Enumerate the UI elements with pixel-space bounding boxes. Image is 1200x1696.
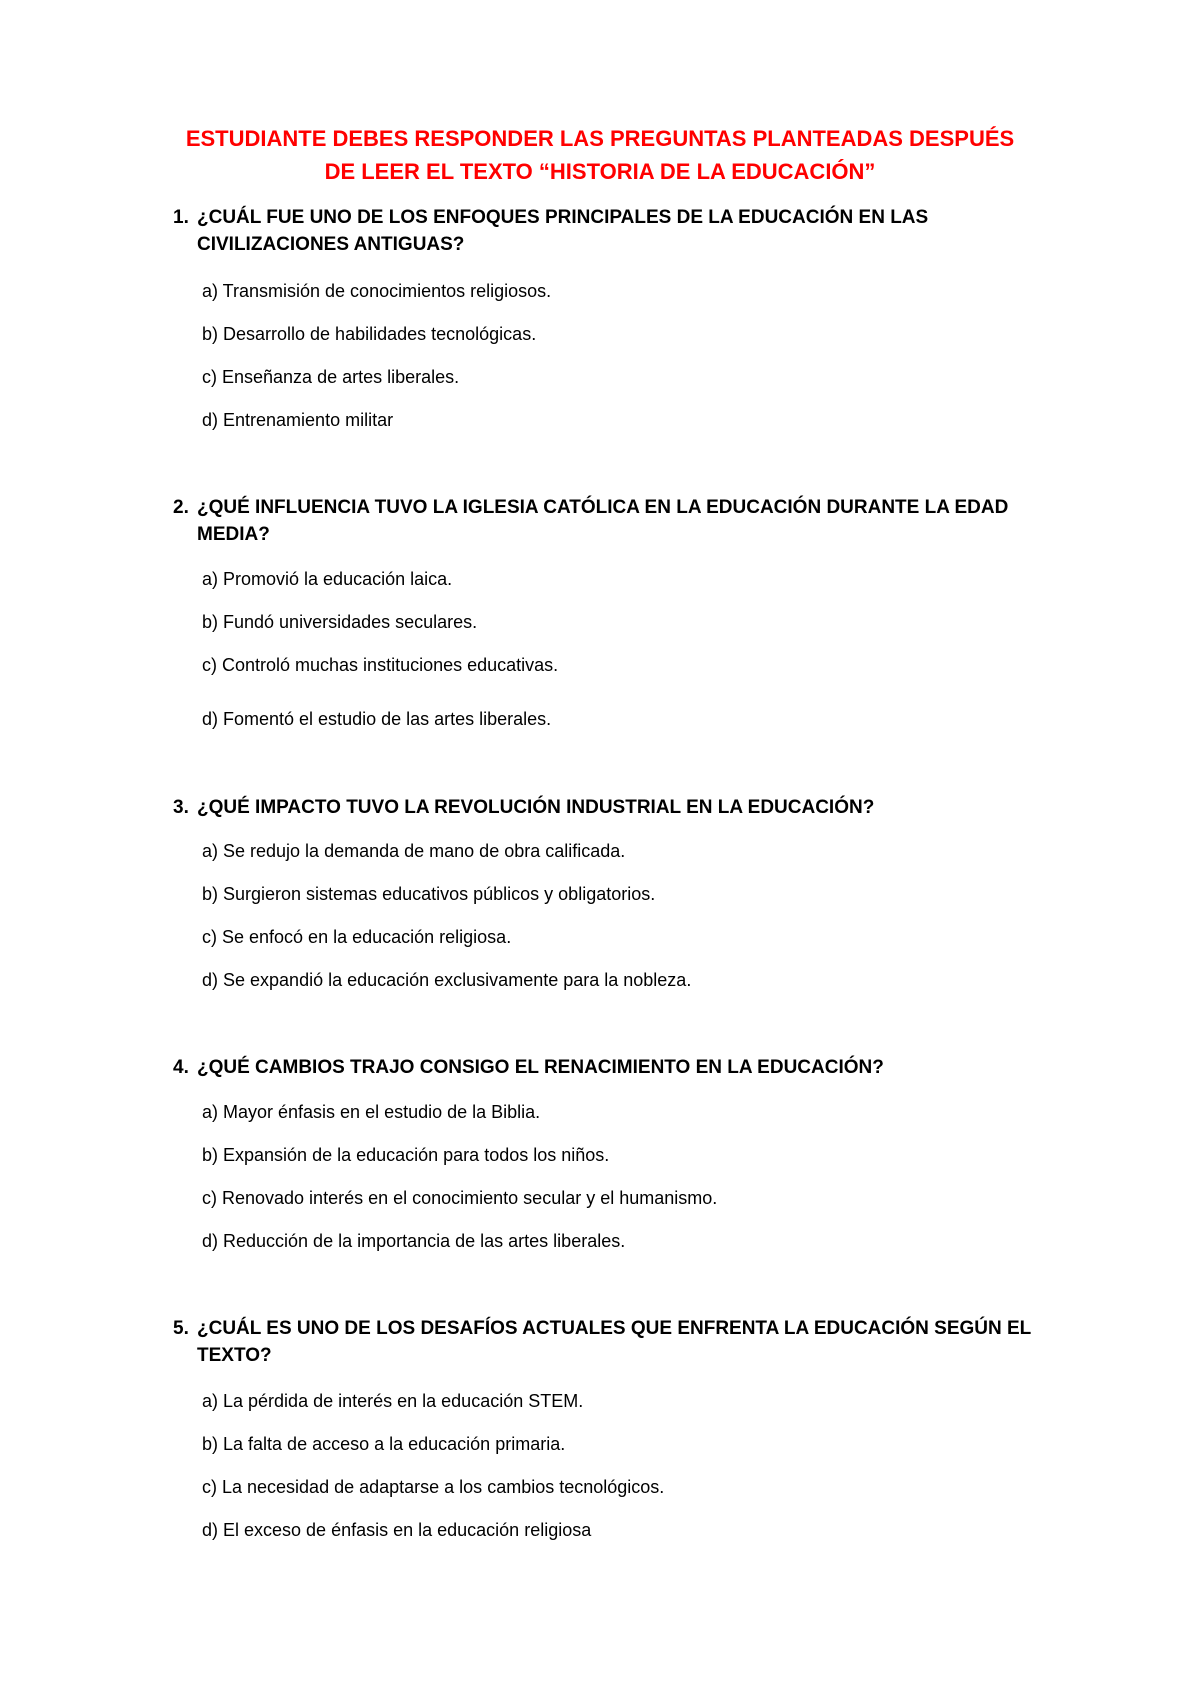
question-4 [173,1054,1073,1081]
option-2d: d) Fomentó el estudio de las artes liberales. [202,709,552,729]
option-1b: b) Desarrollo de habilidades tecnológicas. [202,324,537,344]
option-5d: d) El exceso de énfasis en la educación religiosa [202,1520,592,1540]
option-4c: c) Renovado interés en el conocimiento secular y el humanismo. [202,1188,718,1208]
option-3c: c) Se enfocó en la educación religiosa. [202,927,512,947]
option-1d: d) Entrenamiento militar [202,410,394,430]
option-5b: b) La falta de acceso a la educación primaria. [202,1434,566,1454]
question-number: 2. [173,497,189,518]
option-3b: b) Surgieron sistemas educativos públicos y obligatorios. [202,884,656,904]
question-text: ¿QUÉ IMPACTO TUVO LA REVOLUCIÓN INDUSTRIAL EN LA EDUCACIÓN? [197,797,875,818]
option-3d: d) Se expandió la educación exclusivamente para la nobleza. [202,970,692,990]
question-number: 5. [173,1318,189,1339]
document-title-line-1: ESTUDIANTE DEBES RESPONDER LAS PREGUNTAS PLANTEADAS DESPUÉS [185,126,1015,151]
option-4a: a) Mayor énfasis en el estudio de la Biblia. [202,1102,541,1122]
option-2c: c) Controló muchas instituciones educativas. [202,655,559,675]
question-5 [173,1315,1073,1369]
question-text: ¿QUÉ INFLUENCIA TUVO LA IGLESIA CATÓLICA EN LA EDUCACIÓN DURANTE LA EDAD MEDIA? [197,497,1009,545]
option-1a: a) Transmisión de conocimientos religiosos. [202,281,552,301]
option-4d: d) Reducción de la importancia de las artes liberales. [202,1231,626,1251]
option-4b: b) Expansión de la educación para todos los niños. [202,1145,610,1165]
question-3 [173,794,1073,821]
question-text: ¿CUÁL ES UNO DE LOS DESAFÍOS ACTUALES QUE ENFRENTA LA EDUCACIÓN SEGÚN EL TEXTO? [197,1318,1031,1366]
question-number: 4. [173,1057,189,1078]
question-2 [173,494,1073,548]
option-2a: a) Promovió la educación laica. [202,569,453,589]
option-1c: c) Enseñanza de artes liberales. [202,367,460,387]
option-5a: a) La pérdida de interés en la educación STEM. [202,1391,584,1411]
option-3a: a) Se redujo la demanda de mano de obra calificada. [202,841,626,861]
question-number: 3. [173,797,189,818]
question-1 [173,204,1073,258]
option-2b: b) Fundó universidades seculares. [202,612,478,632]
document-title-line-2: DE LEER EL TEXTO “HISTORIA DE LA EDUCACIÓN” [324,159,876,184]
question-text: ¿QUÉ CAMBIOS TRAJO CONSIGO EL RENACIMIENTO EN LA EDUCACIÓN? [197,1057,884,1078]
option-5c: c) La necesidad de adaptarse a los cambios tecnológicos. [202,1477,665,1497]
question-text: ¿CUÁL FUE UNO DE LOS ENFOQUES PRINCIPALES DE LA EDUCACIÓN EN LAS CIVILIZACIONES ANTIGUAS? [197,207,929,255]
question-number: 1. [173,207,189,228]
